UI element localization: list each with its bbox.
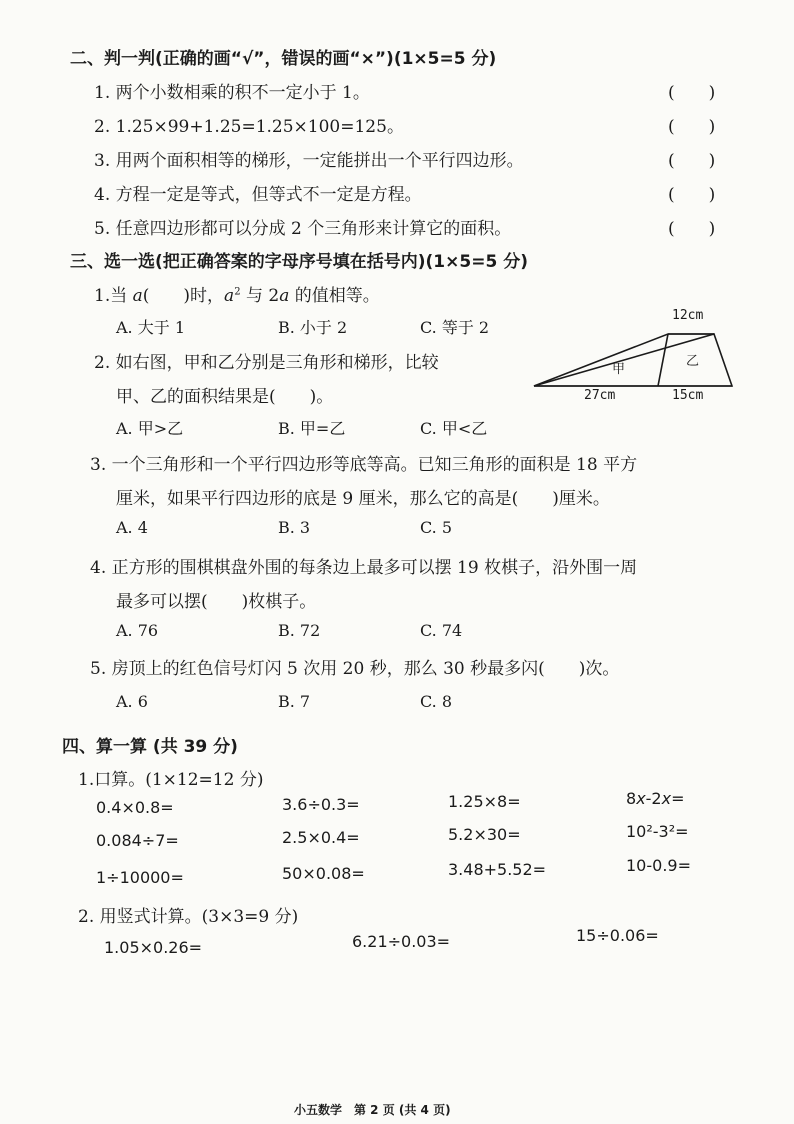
judge-item-3 [94, 146, 524, 171]
vertical-problem[interactable]: 6.21÷0.03= [352, 932, 451, 951]
q1-text-a: 当 [110, 286, 133, 306]
item-num: 2. [94, 117, 111, 137]
item-num: 4. [90, 558, 107, 578]
q1-text-c: 的值相等。 [289, 286, 380, 306]
item-text: 方程一定是等式，但等式不一定是方程。 [115, 185, 422, 205]
answer-blank[interactable]: ( ) [668, 83, 716, 103]
oral-problem-algebra[interactable]: 8x-2x= [626, 789, 685, 808]
oral-problem[interactable]: 3.6÷0.3= [282, 795, 360, 814]
option-c[interactable]: C. 74 [420, 621, 463, 640]
label-15cm: 15cm [672, 388, 704, 403]
item-num: 2. [94, 353, 111, 373]
option-b[interactable]: B. 甲=乙 [278, 419, 346, 438]
option-b[interactable]: B. 3 [278, 518, 311, 537]
item-num: 3. [94, 151, 111, 171]
section-2-title: 二、判一判(正确的画“√”，错误的画“×”)(1×5=5 分) [70, 49, 497, 69]
oral-problem[interactable]: 0.4×0.8= [96, 798, 174, 817]
option-a[interactable]: A. 甲>乙 [116, 419, 184, 438]
oral-problem[interactable]: 10²-3²= [626, 822, 689, 841]
option-a[interactable]: A. 76 [116, 621, 159, 640]
label-jia: 甲 [612, 362, 626, 377]
choice-question-5 [90, 654, 619, 679]
judge-item-1 [94, 78, 370, 103]
q1-sup: 2 [234, 286, 241, 298]
q4-line2: 最多可以摆( )枚棋子。 [116, 592, 317, 612]
option-c[interactable]: C. 8 [420, 692, 453, 711]
q2-line1: 如右图，甲和乙分别是三角形和梯形，比较 [115, 353, 439, 373]
item-num: 5. [90, 659, 107, 679]
item-text: 1.25×99+1.25=1.25×100=125。 [115, 117, 404, 137]
item-num: 4. [94, 185, 111, 205]
q4-line1: 正方形的围棋棋盘外围的每条边上最多可以摆 19 枚棋子，沿外围一周 [111, 558, 638, 578]
option-c[interactable]: C. 5 [420, 518, 453, 537]
section-4-title: 四、算一算 (共 39 分) [62, 737, 238, 757]
option-c[interactable]: C. 等于 2 [420, 318, 490, 337]
section-3-title: 三、选一选(把正确答案的字母序号填在括号内)(1×5=5 分) [70, 252, 528, 272]
vertical-problem[interactable]: 15÷0.06= [576, 926, 659, 945]
option-c[interactable]: C. 甲<乙 [420, 419, 488, 438]
choice-question-2 [94, 348, 439, 373]
item-num: 1. [94, 286, 111, 306]
q1-text-b: 与 2 [240, 286, 280, 306]
divider-line [658, 334, 668, 386]
q2-line2: 甲、乙的面积结果是( )。 [116, 387, 334, 407]
option-a[interactable]: A. 6 [116, 692, 148, 711]
option-a[interactable]: A. 大于 1 [116, 318, 185, 337]
answer-blank[interactable]: ( ) [668, 219, 716, 239]
item-text: 两个小数相乘的积不一定小于 1。 [115, 83, 370, 103]
q3-line2: 厘米，如果平行四边形的底是 9 厘米，那么它的高是( )厘米。 [116, 489, 610, 509]
option-b[interactable]: B. 7 [278, 692, 311, 711]
option-a[interactable]: A. 4 [116, 518, 148, 537]
q1-blank[interactable]: ( )时， [142, 286, 225, 306]
oral-problem[interactable]: 1÷10000= [96, 868, 184, 887]
q1-var: a [132, 286, 143, 306]
oral-calc-title: 1.口算。(1×12=12 分) [78, 770, 264, 790]
q1-var2: a [224, 286, 235, 306]
item-num: 3. [90, 455, 107, 475]
vertical-problem[interactable]: 1.05×0.26= [104, 938, 203, 957]
label-27cm: 27cm [584, 388, 616, 403]
item-num: 1. [94, 83, 111, 103]
label-yi: 乙 [686, 354, 700, 369]
outer-shape [534, 334, 732, 386]
option-b[interactable]: B. 72 [278, 621, 321, 640]
vertical-calc-title: 2. 用竖式计算。(3×3=9 分) [78, 907, 299, 927]
item-num: 5. [94, 219, 111, 239]
choice-question-4 [90, 553, 637, 578]
page-footer: 小五数学 第 2 页 (共 4 页) [294, 1103, 451, 1117]
judge-item-2 [94, 112, 404, 137]
choice-question-1 [94, 281, 380, 306]
q3-line1: 一个三角形和一个平行四边形等底等高。已知三角形的面积是 18 平方 [111, 455, 638, 475]
answer-blank[interactable]: ( ) [668, 151, 716, 171]
item-text: 用两个面积相等的梯形，一定能拼出一个平行四边形。 [115, 151, 524, 171]
oral-problem[interactable]: 0.084÷7= [96, 831, 179, 850]
oral-problem[interactable]: 50×0.08= [282, 864, 365, 883]
label-top-12cm: 12cm [672, 308, 704, 323]
oral-problem[interactable]: 3.48+5.52= [448, 860, 547, 879]
option-b[interactable]: B. 小于 2 [278, 318, 348, 337]
q1-var3: a [279, 286, 290, 306]
answer-blank[interactable]: ( ) [668, 117, 716, 137]
choice-question-3 [90, 450, 637, 475]
oral-problem[interactable]: 1.25×8= [448, 792, 521, 811]
oral-problem[interactable]: 10-0.9= [626, 856, 691, 875]
judge-item-5 [94, 214, 511, 239]
judge-item-4 [94, 180, 422, 205]
q5-text: 房顶上的红色信号灯闪 5 次用 20 秒，那么 30 秒最多闪( )次。 [111, 659, 620, 679]
oral-problem[interactable]: 2.5×0.4= [282, 828, 360, 847]
oral-problem[interactable]: 5.2×30= [448, 825, 521, 844]
item-text: 任意四边形都可以分成 2 个三角形来计算它的面积。 [115, 219, 512, 239]
answer-blank[interactable]: ( ) [668, 185, 716, 205]
